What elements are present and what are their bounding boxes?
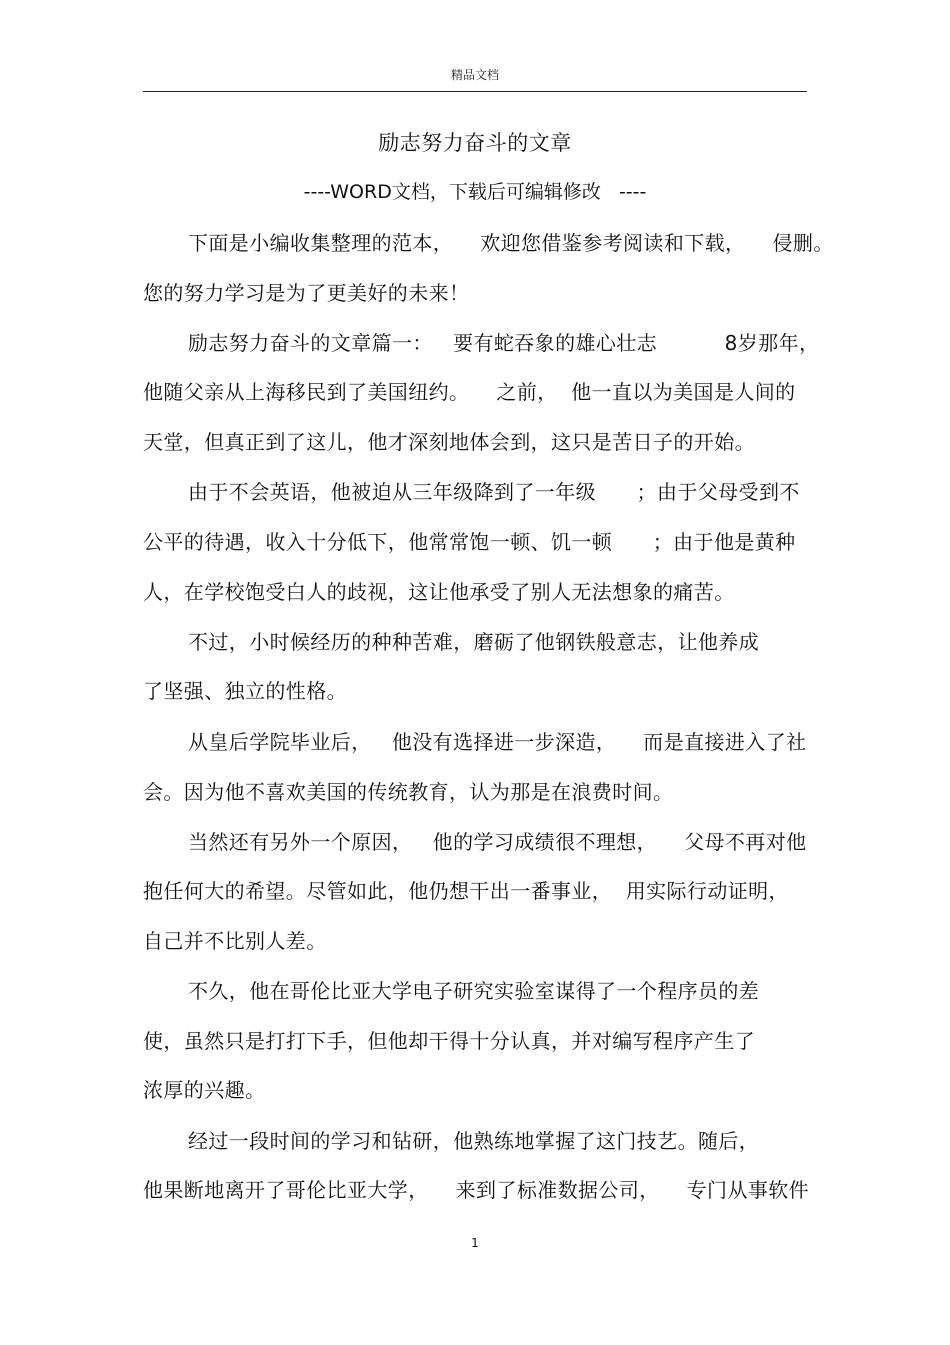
body-line: 您的努力学习是为了更美好的未来！ [143,281,470,305]
body-line: 抱任何大的希望。尽管如此，他仍想干出一番事业， 用实际行动证明， [143,879,789,903]
body-line: 自己并不比别人差。 [143,929,327,953]
body-line: 人，在学校饱受白人的歧视，这让他承受了别人无法想象的痛苦。 [143,580,735,604]
body-line: 下面是小编收集整理的范本， 欢迎您借鉴参考阅读和下载， 侵删。 [188,231,834,255]
body-line: 不过，小时候经历的种种苦难，磨砺了他钢铁般意志，让他养成 [188,630,760,654]
body-line: 经过一段时间的学习和钻研，他熟练地掌握了这门技艺。随后， [188,1129,760,1153]
body-line: 由于不会英语，他被迫从三年级降到了一年级 ；由于父母受到不 [188,480,800,504]
body-line: 公平的待遇，收入十分低下，他常常饱一顿、饥一顿 ；由于他是黄种 [143,530,796,554]
page-header: 精品文档 [450,68,499,82]
body-line: 当然还有另外一个原因， 他的学习成绩很不理想， 父母不再对他 [188,830,807,854]
page-number: 1 [471,1236,479,1250]
body-line: 了坚强、独立的性格。 [143,679,347,703]
body-line: 从皇后学院毕业后， 他没有选择进一步深造， 而是直接进入了社 [188,730,807,754]
body-line: 使，虽然只是打打下手，但他却干得十分认真，并对编写程序产生了 [143,1029,755,1053]
document-subtitle: ----WORD文档，下载后可编辑修改 ---- [303,181,647,203]
body-line: 励志努力奋斗的文章篇一： 要有蛇吞象的雄心壮志 8岁那年， [188,331,820,355]
body-line: 他果断地离开了哥伦比亚大学， 来到了标准数据公司， 专门从事软件 [143,1178,810,1202]
body-line: 天堂，但真正到了这儿，他才深刻地体会到，这只是苦日子的开始。 [143,430,755,454]
body-line: 不久，他在哥伦比亚大学电子研究实验室谋得了一个程序员的差 [188,979,760,1003]
header-divider [143,91,807,92]
body-line: 会。因为他不喜欢美国的传统教育，认为那是在浪费时间。 [143,780,674,804]
document-title: 励志努力奋斗的文章 [378,131,572,155]
body-line: 他随父亲从上海移民到了美国纽约。 之前， 他一直以为美国是人间的 [143,380,796,404]
body-line: 浓厚的兴趣。 [143,1078,266,1102]
